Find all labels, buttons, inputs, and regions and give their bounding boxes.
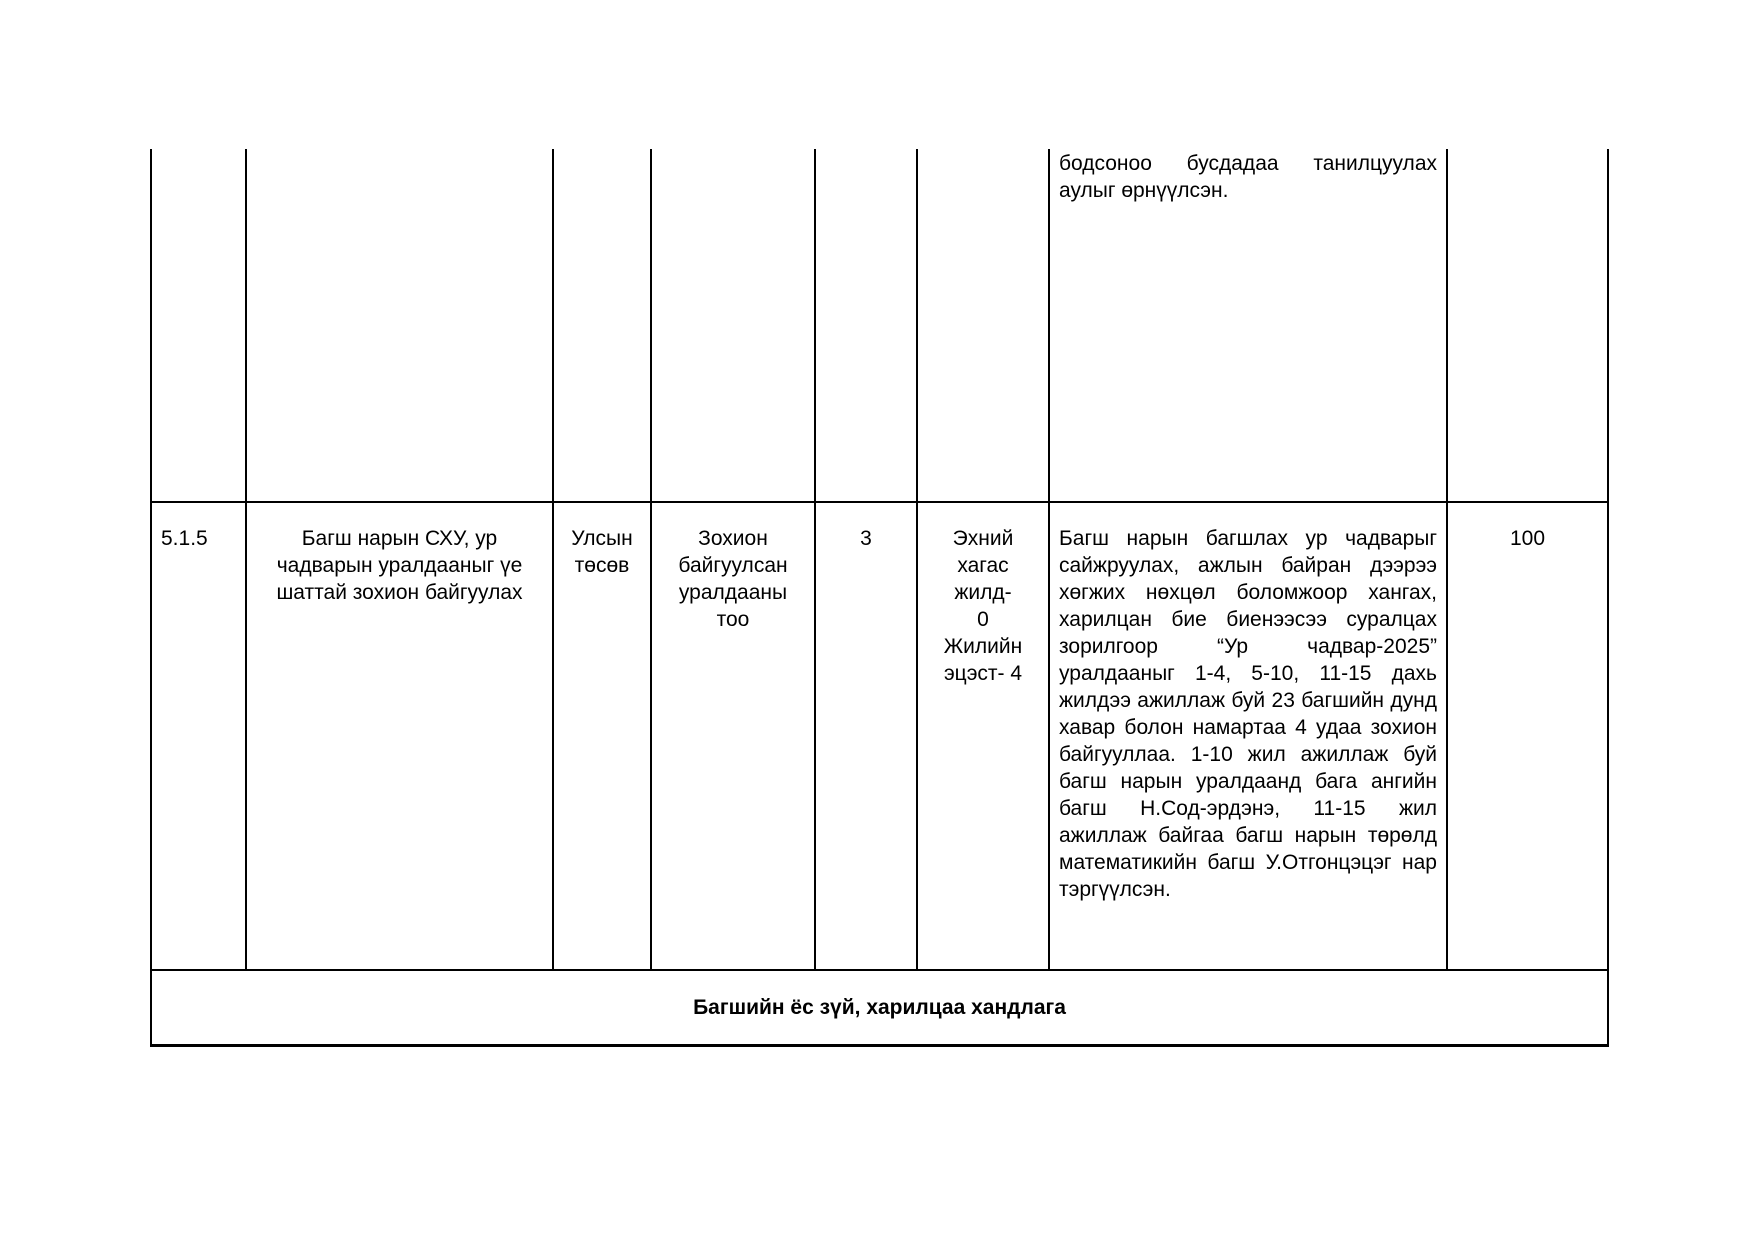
cell-funding-empty [553, 149, 651, 502]
indicator-text: Зохион байгуулсан уралдааны тоо [678, 527, 788, 631]
cell-funding [553, 502, 651, 970]
progress-line: Эхний [952, 527, 1014, 550]
cell-score [1447, 502, 1608, 970]
cell-progress [917, 502, 1049, 970]
section-title: Багшийн ёс зүй, харилцаа хандлага [693, 996, 1066, 1019]
result-text: Багш нарын багшлах ур чадварыг сайжруулах, ажлын байран дээрээ хөгжих нөхцөл боломжоор хангах, харилцан бие биенээсээ суралцах зорилгоор “Ур чадвар-2025” уралдааныг 1-4, 5-10, 11-15 дахь жилдээ ажиллаж буй 23 багшийн дунд хавар болон намартаа 4 удаа зохион байгууллаа. 1-10 жил ажиллаж буй багш нарын уралдаанд бага ангийн багш Н.Сод-эрдэнэ, 11-15 жил ажиллаж байгаа багш нарын төрөлд математикийн багш У.Отгонцэцэг нар тэргүүлсэн. [1059, 527, 1437, 901]
cell-indicator-empty [651, 149, 815, 502]
table-row-continuation [151, 149, 1608, 502]
cell-code [151, 502, 246, 970]
score-value: 100 [1509, 527, 1546, 550]
target-value: 3 [860, 527, 872, 550]
cell-progress-empty [917, 149, 1049, 502]
activity-code: 5.1.5 [161, 527, 208, 550]
cell-result [1049, 502, 1447, 970]
progress-line: 0 [977, 608, 989, 631]
cell-indicator [651, 502, 815, 970]
cell-activity [246, 502, 553, 970]
section-header-cell [151, 970, 1608, 1046]
progress-line: Жилийн [943, 635, 1023, 658]
activity-report-table [150, 149, 1609, 1047]
continuation-result-text: бодсоноо бусдадаа танилцуулах аулыг өрнүүлсэн. [1059, 152, 1437, 202]
cell-target [815, 502, 917, 970]
cell-activity-empty [246, 149, 553, 502]
cell-result-continued [1049, 149, 1447, 502]
cell-target-empty [815, 149, 917, 502]
progress-line: хагас жилд- [954, 554, 1012, 604]
table-row-5-1-5 [151, 502, 1608, 970]
progress-line: эцэст- 4 [943, 662, 1023, 685]
section-header-row [151, 970, 1608, 1046]
activity-name: Багш нарын СХУ, ур чадварын уралдааныг үе шаттай зохион байгуулах [276, 527, 523, 604]
cell-score-empty [1447, 149, 1608, 502]
funding-source: Улсын төсөв [571, 527, 633, 577]
cell-code-empty [151, 149, 246, 502]
